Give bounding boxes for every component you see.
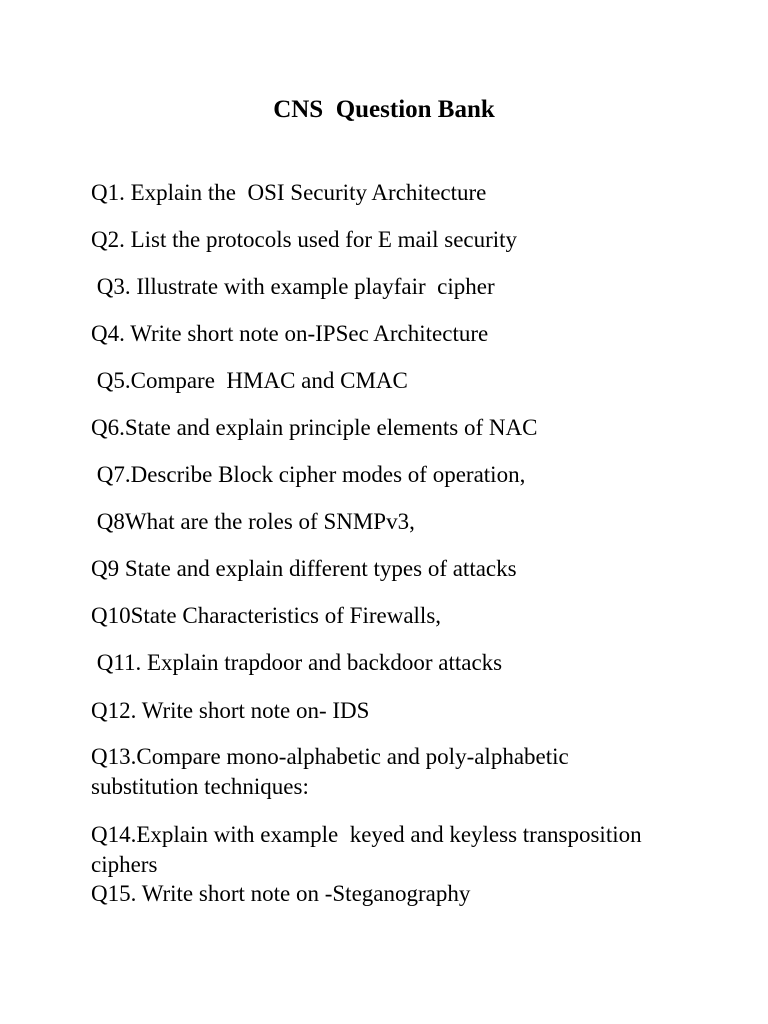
question-7: Q7.Describe Block cipher modes of operation,	[91, 462, 526, 487]
question-8: Q8What are the roles of SNMPv3,	[91, 509, 415, 534]
question-14: Q14.Explain with example keyed and keyless transposition ciphers	[91, 822, 648, 877]
question-11: Q11. Explain trapdoor and backdoor attacks	[91, 650, 503, 675]
question-13: Q13.Compare mono-alphabetic and poly-alphabetic substitution techniques:	[91, 744, 575, 799]
question-9: Q9 State and explain different types of attacks	[91, 556, 517, 581]
question-2: Q2. List the protocols used for E mail security	[91, 227, 518, 252]
question-6: Q6.State and explain principle elements of NAC	[91, 415, 538, 440]
question-1: Q1. Explain the OSI Security Architecture	[91, 180, 487, 205]
question-10: Q10State Characteristics of Firewalls,	[91, 603, 442, 628]
question-15: Q15. Write short note on -Steganography	[91, 881, 471, 906]
question-3: Q3. Illustrate with example playfair cipher	[91, 274, 495, 299]
question-12: Q12. Write short note on- IDS	[91, 698, 370, 723]
page-title: CNS Question Bank	[273, 96, 495, 123]
question-5: Q5.Compare HMAC and CMAC	[91, 368, 408, 393]
question-4: Q4. Write short note on-IPSec Architecture	[91, 321, 489, 346]
